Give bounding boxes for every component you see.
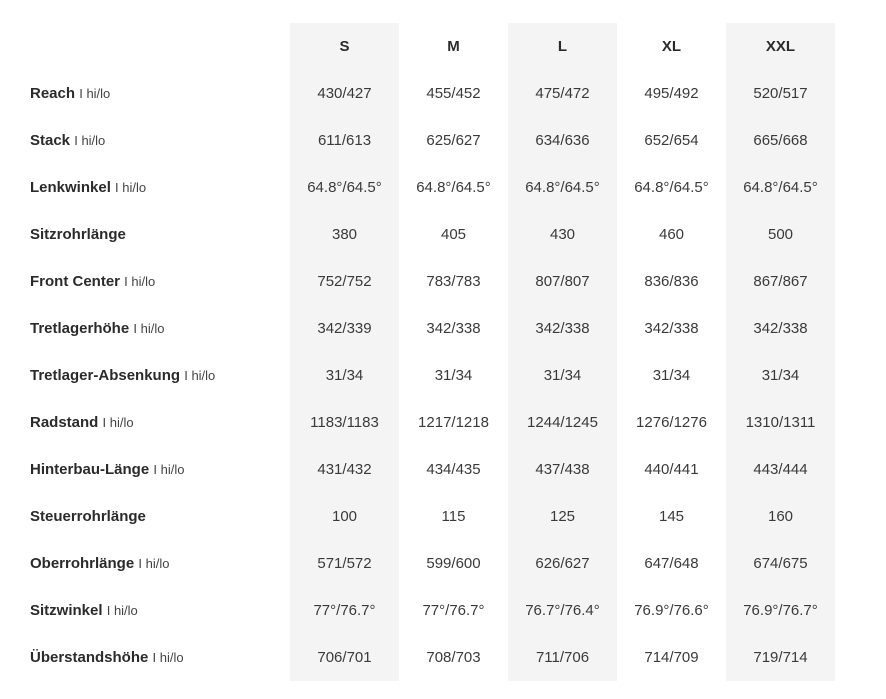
table-cell: 342/338	[753, 320, 808, 337]
table-cell: 807/807	[535, 273, 590, 290]
row-label-unit: hi/lo	[122, 180, 147, 195]
table-cell: 647/648	[644, 555, 699, 572]
table-cell: 1217/1218	[418, 414, 489, 431]
table-cell: 440/441	[644, 461, 699, 478]
row-label-unit: hi/lo	[81, 133, 106, 148]
table-cell: 443/444	[753, 461, 808, 478]
table-cell: 145	[658, 508, 685, 525]
row-label-name: Überstandshöhe	[30, 649, 149, 666]
table-cell: 500	[767, 226, 794, 243]
table-cell: 867/867	[753, 273, 808, 290]
row-label-separator: I	[153, 462, 161, 477]
row-label	[30, 305, 164, 352]
table-cell: 714/709	[644, 649, 699, 666]
column-header-s: S	[339, 38, 350, 55]
table-cell: 342/338	[426, 320, 481, 337]
table-cell: 342/338	[644, 320, 699, 337]
table-cell: 100	[331, 508, 358, 525]
row-label-separator: I	[102, 415, 110, 430]
table-cell: 665/668	[753, 132, 808, 149]
row-label-separator: I	[74, 133, 82, 148]
table-row	[0, 117, 886, 164]
table-cell: 31/34	[543, 367, 582, 384]
row-label-unit: hi/lo	[113, 603, 138, 618]
row-label-name: Hinterbau-Länge	[30, 461, 150, 478]
table-cell: 836/836	[644, 273, 699, 290]
row-label-separator: I	[115, 180, 123, 195]
row-label-name: Tretlager-Absenkung	[30, 367, 181, 384]
row-label-unit: hi/lo	[86, 86, 111, 101]
table-cell: 460	[658, 226, 685, 243]
row-label-separator: I	[124, 274, 132, 289]
table-cell: 674/675	[753, 555, 808, 572]
table-cell: 380	[331, 226, 358, 243]
table-cell: 495/492	[644, 85, 699, 102]
table-cell: 455/452	[426, 85, 481, 102]
table-cell: 342/339	[317, 320, 372, 337]
row-label-name: Stack	[30, 132, 71, 149]
column-header-xl: XL	[661, 38, 682, 55]
row-label	[30, 352, 215, 399]
row-label-separator: I	[184, 368, 192, 383]
row-label-unit: hi/lo	[145, 556, 170, 571]
table-row	[0, 70, 886, 117]
table-cell: 31/34	[434, 367, 473, 384]
row-label-name: Lenkwinkel	[30, 179, 111, 196]
table-cell: 634/636	[535, 132, 590, 149]
table-row	[0, 211, 886, 258]
row-label	[30, 164, 146, 211]
table-cell: 160	[767, 508, 794, 525]
row-label-name: Radstand	[30, 414, 99, 431]
table-row	[0, 587, 886, 634]
row-label	[30, 211, 126, 258]
table-cell: 64.8°/64.5°	[525, 179, 600, 196]
table-cell: 77°/76.7°	[313, 602, 376, 619]
table-cell: 711/706	[535, 649, 590, 666]
table-cell: 64.8°/64.5°	[416, 179, 491, 196]
table-cell: 625/627	[426, 132, 481, 149]
row-label	[30, 258, 155, 305]
table-cell: 77°/76.7°	[422, 602, 485, 619]
row-label-unit: hi/lo	[140, 321, 165, 336]
table-cell: 125	[549, 508, 576, 525]
table-cell: 611/613	[317, 132, 372, 149]
row-label-unit: hi/lo	[160, 462, 185, 477]
table-row	[0, 399, 886, 446]
row-label-name: Reach	[30, 85, 76, 102]
table-cell: 437/438	[535, 461, 590, 478]
table-cell: 115	[441, 508, 466, 525]
table-cell: 31/34	[652, 367, 691, 384]
row-label-name: Front Center	[30, 273, 120, 290]
table-cell: 76.9°/76.6°	[634, 602, 709, 619]
row-label-unit: hi/lo	[109, 415, 134, 430]
table-cell: 76.9°/76.7°	[743, 602, 818, 619]
row-label-name: Sitzwinkel	[30, 602, 103, 619]
row-label-name: Oberrohrlänge	[30, 555, 135, 572]
table-cell: 1244/1245	[527, 414, 598, 431]
table-row	[0, 540, 886, 587]
table-cell: 1183/1183	[310, 414, 379, 431]
table-row	[0, 164, 886, 211]
table-cell: 626/627	[535, 555, 590, 572]
table-row	[0, 446, 886, 493]
row-label-separator: I	[106, 603, 114, 618]
row-label-unit: hi/lo	[131, 274, 156, 289]
table-cell: 64.8°/64.5°	[634, 179, 709, 196]
column-header-l: L	[557, 38, 568, 55]
table-cell: 706/701	[317, 649, 372, 666]
table-cell: 430	[549, 226, 576, 243]
column-header-xxl: XXL	[765, 38, 796, 55]
row-label	[30, 446, 184, 493]
row-label-separator: I	[79, 86, 87, 101]
table-row	[0, 634, 886, 681]
row-label-unit: hi/lo	[191, 368, 216, 383]
table-cell: 431/432	[317, 461, 372, 478]
table-cell: 342/338	[535, 320, 590, 337]
row-label-separator: I	[133, 321, 141, 336]
table-cell: 708/703	[426, 649, 481, 666]
table-cell: 1310/1311	[745, 414, 816, 431]
column-header-m: M	[447, 38, 460, 55]
row-label	[30, 634, 184, 681]
table-cell: 434/435	[426, 461, 481, 478]
row-label-name: Sitzrohrlänge	[30, 226, 126, 243]
row-label	[30, 587, 138, 634]
row-label	[30, 117, 105, 164]
row-label	[30, 540, 169, 587]
row-label-unit: hi/lo	[159, 650, 184, 665]
row-label-separator: I	[138, 556, 146, 571]
row-label	[30, 399, 134, 446]
table-cell: 64.8°/64.5°	[743, 179, 818, 196]
table-cell: 76.7°/76.4°	[525, 602, 600, 619]
table-cell: 405	[440, 226, 467, 243]
table-cell: 1276/1276	[636, 414, 707, 431]
row-label-name: Tretlagerhöhe	[30, 320, 130, 337]
row-label-name: Steuerrohrlänge	[30, 508, 146, 525]
table-cell: 475/472	[535, 85, 590, 102]
table-row	[0, 352, 886, 399]
row-label	[30, 493, 146, 540]
table-cell: 520/517	[753, 85, 808, 102]
row-label-separator: I	[152, 650, 160, 665]
table-cell: 652/654	[644, 132, 699, 149]
table-cell: 719/714	[753, 649, 808, 666]
table-row	[0, 493, 886, 540]
table-cell: 752/752	[317, 273, 372, 290]
row-label	[30, 70, 110, 117]
table-cell: 31/34	[325, 367, 364, 384]
table-cell: 571/572	[317, 555, 372, 572]
table-cell: 31/34	[761, 367, 800, 384]
table-cell: 430/427	[317, 85, 372, 102]
table-cell: 783/783	[426, 273, 481, 290]
table-row	[0, 305, 886, 352]
table-cell: 64.8°/64.5°	[307, 179, 382, 196]
table-cell: 599/600	[426, 555, 481, 572]
table-row	[0, 258, 886, 305]
header-row	[0, 23, 886, 70]
